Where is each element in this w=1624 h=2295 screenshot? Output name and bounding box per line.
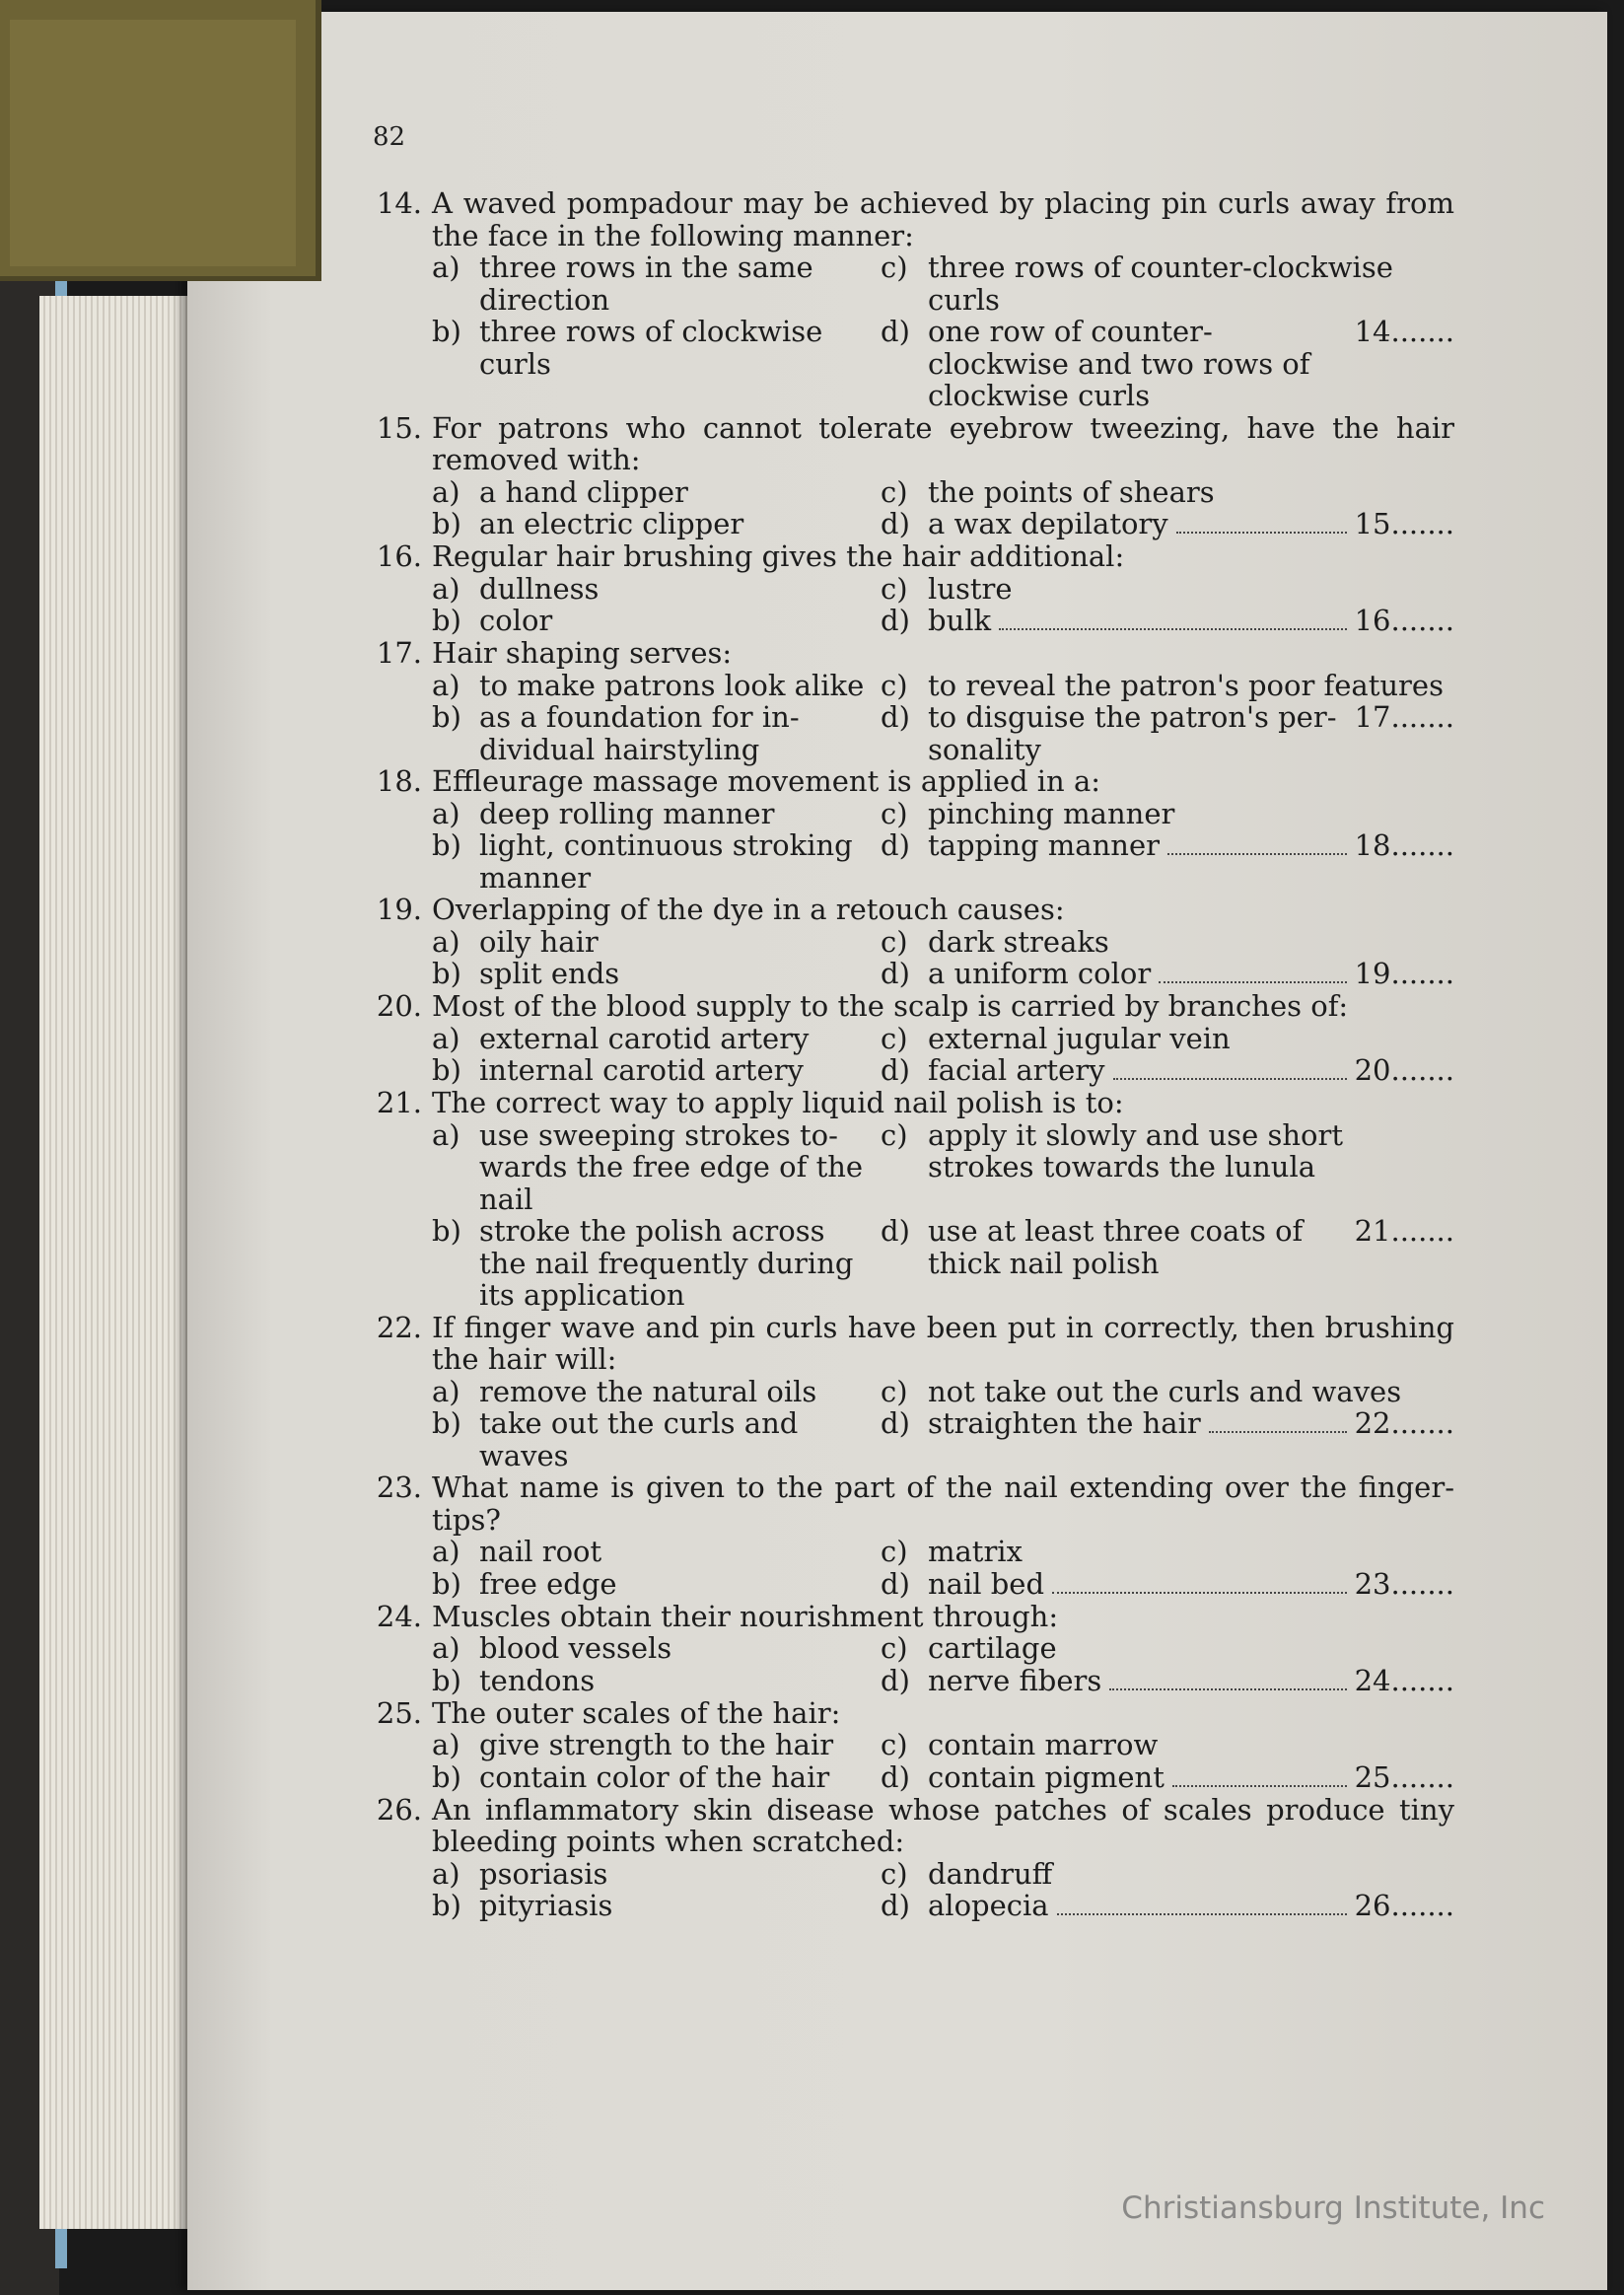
option-text: as a foundation for individual hairstyling bbox=[479, 700, 800, 766]
option-letter: c) bbox=[881, 1856, 908, 1891]
option-letter: c) bbox=[881, 924, 908, 959]
question-text: Hair shaping serves: bbox=[432, 636, 733, 670]
question-text: The outer scales of the hair: bbox=[432, 1695, 841, 1730]
option-text: apply it slowly and use short strokes towards the lunula bbox=[928, 1117, 1343, 1183]
question-number: 19. bbox=[376, 893, 422, 926]
question-number: 17. bbox=[376, 636, 422, 670]
options bbox=[432, 926, 1454, 991]
question-text: Regular hair brushing gives the hair additional: bbox=[432, 539, 1125, 573]
option-letter: c) bbox=[881, 1631, 908, 1665]
option-letter: b) bbox=[432, 604, 461, 637]
question-text: A waved pompadour may be achieved by placing pin curls away from the face in the following manner: bbox=[432, 186, 1454, 252]
option-a bbox=[432, 251, 881, 316]
option-text: color bbox=[479, 604, 553, 637]
question-17 bbox=[335, 637, 1454, 765]
options bbox=[432, 798, 1454, 895]
answer-number: 14. bbox=[1354, 315, 1400, 348]
option-letter: a) bbox=[432, 251, 460, 284]
question-text: If finger wave and pin curls have been put in correctly, then brushing the hair will: bbox=[432, 1310, 1454, 1376]
question-number: 15. bbox=[376, 410, 422, 445]
option-d bbox=[881, 316, 1454, 412]
answer-number: 26. bbox=[1354, 1889, 1400, 1922]
question-stem bbox=[335, 1697, 1454, 1730]
answer-number: 19. bbox=[1354, 957, 1400, 990]
option-text-with-answer bbox=[928, 958, 1454, 990]
option-text: straighten the hair bbox=[928, 1406, 1201, 1440]
option-a bbox=[432, 798, 881, 830]
option-a bbox=[432, 1632, 881, 1665]
option-text: facial artery bbox=[928, 1053, 1105, 1087]
option-a bbox=[432, 670, 881, 702]
option-c bbox=[881, 1376, 1454, 1408]
option-b bbox=[432, 1761, 881, 1794]
answer-number: 18. bbox=[1354, 828, 1400, 862]
option-letter: b) bbox=[432, 1759, 461, 1794]
option-a bbox=[432, 1023, 881, 1055]
options bbox=[432, 251, 1454, 412]
option-b bbox=[432, 829, 881, 894]
options bbox=[432, 1376, 1454, 1472]
option-letter: c) bbox=[881, 1374, 908, 1408]
option-text: three rows of clockwise curls bbox=[479, 315, 823, 381]
option-text: nerve fibers bbox=[928, 1663, 1102, 1697]
answer-number: 25. bbox=[1354, 1759, 1400, 1794]
option-d bbox=[881, 1568, 1454, 1601]
option-text: an electric clipper bbox=[479, 507, 744, 540]
option-letter: d) bbox=[881, 1759, 910, 1794]
option-text: dullness bbox=[479, 571, 600, 606]
options bbox=[432, 1119, 1454, 1312]
option-text-with-answer bbox=[928, 1054, 1454, 1087]
option-text: deep rolling manner bbox=[479, 796, 775, 830]
option-text: split ends bbox=[479, 957, 620, 990]
option-text: tendons bbox=[479, 1663, 596, 1697]
question-stem bbox=[335, 990, 1454, 1023]
option-letter: b) bbox=[432, 1566, 461, 1601]
question-22 bbox=[335, 1312, 1454, 1472]
option-letter: b) bbox=[432, 1663, 461, 1697]
option-text-with-answer bbox=[928, 1890, 1454, 1922]
option-text: a hand clipper bbox=[479, 474, 688, 509]
option-a bbox=[432, 926, 881, 959]
option-text: internal carotid artery bbox=[479, 1053, 804, 1087]
question-number: 18. bbox=[376, 764, 422, 798]
option-text: contain pigment bbox=[928, 1759, 1165, 1794]
option-text-with-answer bbox=[928, 1215, 1454, 1312]
answer-blank: 16....... bbox=[1354, 604, 1454, 637]
option-d bbox=[881, 701, 1454, 765]
option-a bbox=[432, 573, 881, 606]
answer-number: 22. bbox=[1354, 1406, 1400, 1440]
answer-blank: 20....... bbox=[1354, 1053, 1454, 1087]
option-d bbox=[881, 829, 1454, 894]
option-b bbox=[432, 1215, 881, 1312]
question-stem bbox=[335, 1471, 1454, 1536]
option-a bbox=[432, 476, 881, 509]
option-b bbox=[432, 508, 881, 540]
option-letter: a) bbox=[432, 924, 460, 959]
option-letter: c) bbox=[881, 1728, 908, 1761]
answer-number: 21. bbox=[1354, 1214, 1400, 1248]
question-text: Muscles obtain their nourishment through: bbox=[432, 1599, 1059, 1633]
question-text: Effleurage massage movement is applied in a: bbox=[432, 764, 1101, 798]
answer-blank: 22....... bbox=[1354, 1406, 1454, 1440]
answer-blank: 21....... bbox=[1354, 1214, 1454, 1248]
question-23 bbox=[335, 1471, 1454, 1601]
question-text: What name is given to the part of the nail extending over the finger-tips? bbox=[432, 1470, 1454, 1537]
page-number: 82 bbox=[373, 122, 406, 152]
option-b bbox=[432, 1407, 881, 1471]
question-number: 26. bbox=[376, 1792, 422, 1827]
question-21 bbox=[335, 1087, 1454, 1312]
options bbox=[432, 1632, 1454, 1697]
option-text: a uniform color bbox=[928, 957, 1152, 990]
answer-blank: 17....... bbox=[1354, 700, 1454, 734]
option-text: use at least three coats of thick nail polish bbox=[928, 1214, 1304, 1280]
question-19 bbox=[335, 894, 1454, 990]
question-number: 22. bbox=[376, 1310, 422, 1344]
page-tab-marker bbox=[0, 0, 321, 281]
options bbox=[432, 1858, 1454, 1923]
option-a bbox=[432, 1729, 881, 1761]
option-c bbox=[881, 1119, 1454, 1216]
option-a bbox=[432, 1858, 881, 1891]
question-stem bbox=[335, 637, 1454, 670]
option-text-with-answer bbox=[928, 1761, 1454, 1794]
answer-leader bbox=[1113, 1078, 1347, 1080]
option-b bbox=[432, 1890, 881, 1922]
option-letter: a) bbox=[432, 1117, 460, 1152]
option-c bbox=[881, 1729, 1454, 1761]
answer-leader bbox=[1172, 1785, 1347, 1787]
question-stem bbox=[335, 1312, 1454, 1376]
option-letter: d) bbox=[881, 604, 910, 637]
option-d bbox=[881, 958, 1454, 990]
question-text: Overlapping of the dye in a retouch causes: bbox=[432, 893, 1065, 926]
option-d bbox=[881, 605, 1454, 637]
answer-number: 17. bbox=[1354, 700, 1400, 734]
option-text: external jugular vein bbox=[928, 1021, 1231, 1055]
question-25 bbox=[335, 1697, 1454, 1794]
question-stem bbox=[335, 187, 1454, 251]
option-letter: d) bbox=[881, 1663, 910, 1697]
option-letter: d) bbox=[881, 315, 910, 348]
option-text: psoriasis bbox=[479, 1856, 608, 1891]
answer-leader bbox=[1109, 1688, 1346, 1690]
answer-leader bbox=[1052, 1592, 1347, 1594]
question-text: An inflammatory skin disease whose patches of scales produce tiny bleeding points when scratched: bbox=[432, 1792, 1454, 1858]
option-letter: c) bbox=[881, 1117, 908, 1152]
option-d bbox=[881, 1407, 1454, 1471]
option-b bbox=[432, 1568, 881, 1601]
option-letter: d) bbox=[881, 507, 910, 540]
option-letter: d) bbox=[881, 828, 910, 862]
option-text: tapping manner bbox=[928, 828, 1160, 862]
option-text: use sweeping strokes towards the free edge of the nail bbox=[479, 1117, 864, 1216]
option-letter: b) bbox=[432, 1889, 461, 1922]
option-text: give strength to the hair bbox=[479, 1728, 834, 1761]
answer-leader bbox=[1176, 532, 1347, 534]
option-letter: b) bbox=[432, 828, 461, 862]
option-c bbox=[881, 1536, 1454, 1568]
option-d bbox=[881, 1890, 1454, 1922]
option-letter: a) bbox=[432, 1728, 460, 1761]
option-letter: b) bbox=[432, 1214, 461, 1248]
option-text: external carotid artery bbox=[479, 1021, 810, 1055]
option-letter: a) bbox=[432, 1535, 460, 1568]
option-letter: b) bbox=[432, 700, 461, 734]
option-letter: d) bbox=[881, 1053, 910, 1087]
option-d bbox=[881, 1054, 1454, 1087]
option-c bbox=[881, 670, 1454, 702]
option-b bbox=[432, 1054, 881, 1087]
option-c bbox=[881, 573, 1454, 606]
option-text: remove the natural oils bbox=[479, 1374, 817, 1408]
option-text: stroke the polish across the nail frequently during its application bbox=[479, 1214, 854, 1312]
option-d bbox=[881, 508, 1454, 540]
option-letter: a) bbox=[432, 796, 460, 830]
option-letter: b) bbox=[432, 957, 461, 990]
option-text: bulk bbox=[928, 604, 992, 637]
option-letter: b) bbox=[432, 507, 461, 540]
options bbox=[432, 573, 1454, 638]
answer-blank: 15....... bbox=[1354, 507, 1454, 540]
option-text: take out the curls and waves bbox=[479, 1406, 799, 1472]
option-c bbox=[881, 1023, 1454, 1055]
option-d bbox=[881, 1215, 1454, 1312]
answer-blank: 19....... bbox=[1354, 957, 1454, 990]
answer-blank: 23....... bbox=[1354, 1566, 1454, 1601]
option-text: blood vessels bbox=[479, 1631, 672, 1665]
option-text: pityriasis bbox=[479, 1889, 613, 1922]
option-letter: d) bbox=[881, 1889, 910, 1922]
question-number: 14. bbox=[376, 186, 422, 220]
options bbox=[432, 1023, 1454, 1088]
question-stem bbox=[335, 540, 1454, 573]
answer-leader bbox=[1057, 1913, 1347, 1915]
option-d bbox=[881, 1761, 1454, 1794]
options bbox=[432, 670, 1454, 766]
option-letter: b) bbox=[432, 1053, 461, 1087]
question-14 bbox=[335, 187, 1454, 412]
answer-blank: 26....... bbox=[1354, 1889, 1454, 1922]
option-text: to reveal the patron's poor features bbox=[928, 668, 1444, 702]
option-letter: c) bbox=[881, 668, 908, 702]
question-text: Most of the blood supply to the scalp is carried by branches of: bbox=[432, 989, 1349, 1023]
option-text-with-answer bbox=[928, 605, 1454, 637]
question-number: 16. bbox=[376, 539, 422, 573]
option-letter: a) bbox=[432, 1021, 460, 1055]
option-text: light, continuous stroking manner bbox=[479, 828, 853, 895]
option-text: alopecia bbox=[928, 1889, 1049, 1922]
question-15 bbox=[335, 412, 1454, 541]
option-text-with-answer bbox=[928, 1568, 1454, 1601]
answer-number: 24. bbox=[1354, 1663, 1400, 1697]
question-text: The correct way to apply liquid nail polish is to: bbox=[432, 1086, 1124, 1119]
option-letter: d) bbox=[881, 957, 910, 990]
option-text-with-answer bbox=[928, 508, 1454, 540]
option-c bbox=[881, 926, 1454, 959]
answer-leader bbox=[1209, 1431, 1347, 1433]
answer-leader bbox=[999, 628, 1346, 630]
option-letter: a) bbox=[432, 1374, 460, 1408]
option-c bbox=[881, 476, 1454, 509]
question-16 bbox=[335, 540, 1454, 637]
option-text: nail bed bbox=[928, 1566, 1045, 1601]
question-number: 20. bbox=[376, 989, 422, 1023]
option-letter: a) bbox=[432, 1631, 460, 1665]
option-a bbox=[432, 1376, 881, 1408]
answer-blank: 14....... bbox=[1354, 315, 1454, 348]
option-text: not take out the curls and waves bbox=[928, 1374, 1402, 1408]
question-text: For patrons who cannot tolerate eyebrow tweezing, have the hair removed with: bbox=[432, 410, 1454, 476]
option-text: a wax depilatory bbox=[928, 507, 1168, 540]
option-text: lustre bbox=[928, 571, 1013, 606]
option-text-with-answer bbox=[928, 829, 1454, 894]
answer-number: 20. bbox=[1354, 1053, 1400, 1087]
option-letter: c) bbox=[881, 571, 908, 606]
option-letter: c) bbox=[881, 474, 908, 509]
option-text: to make patrons look alike bbox=[479, 668, 865, 702]
option-letter: c) bbox=[881, 1535, 908, 1568]
option-a bbox=[432, 1536, 881, 1568]
option-c bbox=[881, 251, 1454, 316]
question-18 bbox=[335, 765, 1454, 894]
answer-number: 23. bbox=[1354, 1566, 1400, 1601]
option-a bbox=[432, 1119, 881, 1216]
option-text-with-answer bbox=[928, 1407, 1454, 1471]
option-c bbox=[881, 1632, 1454, 1665]
answer-blank: 18....... bbox=[1354, 828, 1454, 862]
option-letter: d) bbox=[881, 1406, 910, 1440]
option-text: oily hair bbox=[479, 924, 599, 959]
option-text: nail root bbox=[479, 1535, 602, 1568]
options bbox=[432, 476, 1454, 541]
answer-number: 16. bbox=[1354, 604, 1400, 637]
question-number: 21. bbox=[376, 1086, 422, 1119]
option-b bbox=[432, 605, 881, 637]
answer-blank: 25....... bbox=[1354, 1759, 1454, 1794]
option-text: three rows of counter-clockwise curls bbox=[928, 251, 1393, 317]
question-stem bbox=[335, 1601, 1454, 1633]
option-letter: a) bbox=[432, 1856, 460, 1891]
option-letter: a) bbox=[432, 571, 460, 606]
option-b bbox=[432, 1665, 881, 1697]
option-text: contain marrow bbox=[928, 1728, 1159, 1761]
option-text: pinching manner bbox=[928, 796, 1175, 830]
question-stem bbox=[335, 765, 1454, 798]
question-stem bbox=[335, 1087, 1454, 1119]
answer-number: 15. bbox=[1354, 507, 1400, 540]
option-letter: d) bbox=[881, 1214, 910, 1248]
option-text: dandruff bbox=[928, 1856, 1053, 1891]
answer-blank: 24....... bbox=[1354, 1663, 1454, 1697]
option-d bbox=[881, 1665, 1454, 1697]
option-c bbox=[881, 798, 1454, 830]
option-text: the points of shears bbox=[928, 474, 1215, 509]
option-letter: a) bbox=[432, 668, 460, 702]
question-number: 23. bbox=[376, 1470, 422, 1504]
answer-leader bbox=[1159, 981, 1346, 983]
question-20 bbox=[335, 990, 1454, 1087]
option-text: dark streaks bbox=[928, 924, 1109, 959]
option-letter: c) bbox=[881, 796, 908, 830]
question-stem bbox=[335, 894, 1454, 926]
question-number: 24. bbox=[376, 1599, 422, 1633]
option-text-with-answer bbox=[928, 701, 1454, 765]
option-text-with-answer bbox=[928, 1665, 1454, 1697]
option-letter: a) bbox=[432, 474, 460, 509]
question-list bbox=[335, 187, 1454, 1922]
option-letter: d) bbox=[881, 700, 910, 734]
question-26 bbox=[335, 1794, 1454, 1923]
option-text: to disguise the patron's personality bbox=[928, 700, 1337, 766]
question-number: 25. bbox=[376, 1695, 422, 1730]
option-c bbox=[881, 1858, 1454, 1891]
option-text: one row of counter-clockwise and two rows of clockwise curls bbox=[928, 315, 1310, 412]
option-text-with-answer bbox=[928, 316, 1454, 412]
option-letter: c) bbox=[881, 1021, 908, 1055]
question-24 bbox=[335, 1601, 1454, 1697]
option-letter: b) bbox=[432, 315, 461, 348]
option-text: free edge bbox=[479, 1566, 617, 1601]
option-letter: c) bbox=[881, 251, 908, 284]
option-text: three rows in the same direction bbox=[479, 251, 813, 317]
options bbox=[432, 1729, 1454, 1794]
watermark: Christiansburg Institute, Inc bbox=[1121, 2190, 1545, 2226]
option-b bbox=[432, 958, 881, 990]
option-letter: d) bbox=[881, 1566, 910, 1601]
question-stem bbox=[335, 412, 1454, 476]
answer-leader bbox=[1167, 853, 1347, 855]
page-tab-inner bbox=[10, 20, 296, 266]
option-text: cartilage bbox=[928, 1631, 1057, 1665]
question-stem bbox=[335, 1794, 1454, 1858]
option-letter: b) bbox=[432, 1406, 461, 1440]
option-b bbox=[432, 316, 881, 412]
options bbox=[432, 1536, 1454, 1601]
option-text: matrix bbox=[928, 1535, 1023, 1568]
option-b bbox=[432, 701, 881, 765]
page-stack bbox=[39, 296, 197, 2229]
option-text: contain color of the hair bbox=[479, 1759, 830, 1794]
